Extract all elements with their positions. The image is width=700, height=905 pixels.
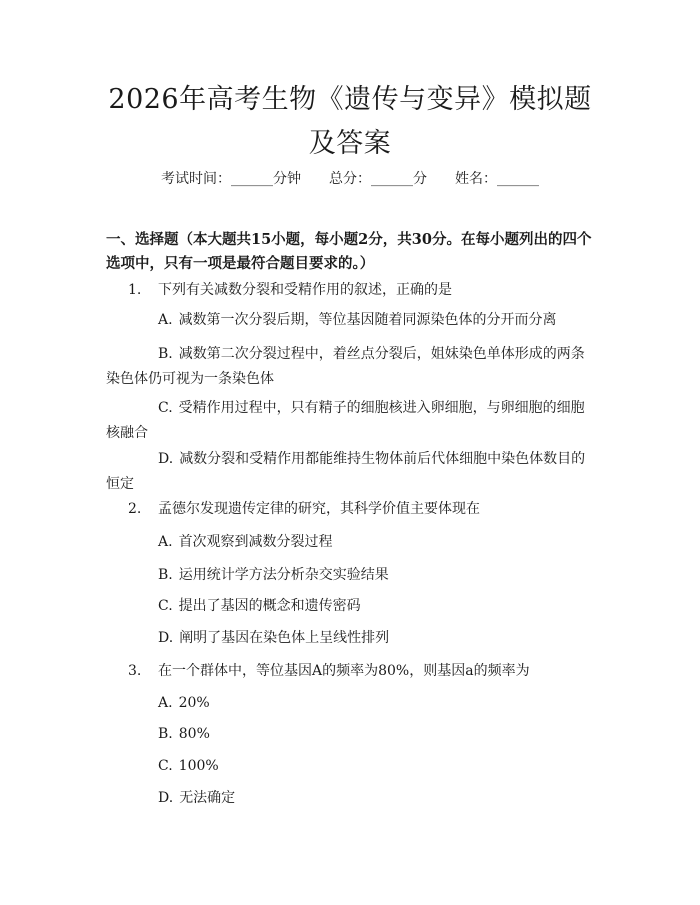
option-letter: D. [158,790,174,806]
option-text: 减数第二次分裂过程中，着丝点分裂后，姐妹染色单体形成的两条染色体仍可视为一条染色体 [106,346,585,387]
question-1-option-a [106,308,596,333]
question-number: 2. [128,501,142,517]
question-text: 在一个群体中，等位基因A的频率为80%，则基因a的频率为 [158,663,530,679]
option-letter: C. [158,758,173,774]
question-number: 1. [128,282,142,298]
option-text: 无法确定 [179,790,236,806]
exam-time-label: 考试时间：______分钟 [161,171,301,187]
question-text: 孟德尔发现遗传定律的研究，其科学价值主要体现在 [158,501,480,517]
option-letter: A. [158,534,173,550]
exam-info-line [0,168,700,188]
question-3-option-a [106,691,596,716]
total-score-label: 总分：______分 [329,171,427,187]
question-2 [128,498,480,520]
name-label: 姓名：______ [455,171,539,187]
option-text: 减数分裂和受精作用都能维持生物体前后代体细胞中染色体数目的恒定 [106,451,586,492]
option-letter: C. [158,400,173,416]
option-text: 首次观察到减数分裂过程 [178,534,333,550]
question-2-option-a [106,530,596,555]
question-2-option-b [106,563,596,588]
option-text: 阐明了基因在染色体上呈线性排列 [179,630,390,646]
question-2-option-c [106,594,596,619]
question-3-option-d [106,786,596,811]
question-2-option-d [106,626,596,651]
question-1-option-b [106,342,596,392]
option-letter: B. [158,726,173,742]
option-letter: C. [158,598,173,614]
page-title: 2026年高考生物《遗传与变异》模拟题及答案 [108,84,592,159]
option-letter: D. [158,630,174,646]
option-text: 提出了基因的概念和遗传密码 [178,598,361,614]
option-text: 100% [178,758,219,774]
question-1 [128,279,452,301]
option-letter: A. [158,312,173,328]
question-1-option-d [106,447,596,497]
question-3 [128,660,530,682]
option-text: 减数第一次分裂后期，等位基因随着同源染色体的分开而分离 [178,312,557,328]
question-1-option-c [106,396,596,446]
question-text: 下列有关减数分裂和受精作用的叙述，正确的是 [158,282,452,298]
option-text: 运用统计学方法分析杂交实验结果 [178,567,389,583]
option-letter: B. [158,346,173,362]
question-3-option-b [106,722,596,747]
option-text: 受精作用过程中，只有精子的细胞核进入卵细胞，与卵细胞的细胞核融合 [106,400,585,441]
option-letter: B. [158,567,173,583]
option-letter: D. [158,451,174,467]
option-text: 80% [178,726,210,742]
option-letter: A. [158,695,173,711]
question-number: 3. [128,663,142,679]
question-3-option-c [106,754,596,779]
section-heading: 一、选择题（本大题共15小题，每小题2分，共30分。在每小题列出的四个选项中，只有一项是最符合题目要求的。） [106,231,592,272]
option-text: 20% [178,695,210,711]
